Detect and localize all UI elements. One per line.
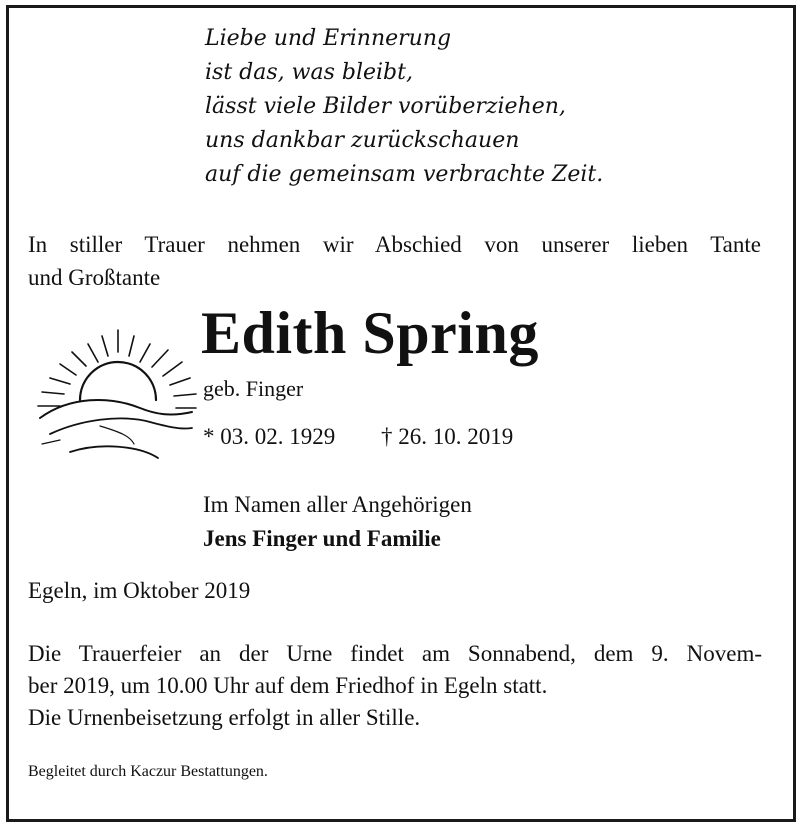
mourner-family: Jens Finger und Familie — [203, 526, 441, 551]
ceremony-info — [28, 638, 762, 734]
poem-line: ist das, was bleibt, — [205, 60, 413, 85]
behalf-text: Im Namen aller Angehörigen — [203, 492, 472, 517]
intro-line: In stiller Trauer nehmen wir Abschied von unserer lieben Tante — [28, 232, 761, 257]
poem-line: lässt viele Bilder vorüberziehen, — [205, 94, 566, 119]
poem-line: Liebe und Erinnerung — [205, 26, 452, 51]
maiden-name: geb. Finger — [203, 376, 304, 401]
place-date: Egeln, im Oktober 2019 — [28, 578, 251, 603]
memorial-poem — [205, 22, 603, 192]
funeral-home: Begleitet durch Kaczur Bestattungen. — [28, 763, 268, 780]
birth-date: * 03. 02. 1929 — [203, 424, 336, 449]
ceremony-line: Die Urnenbeisetzung erfolgt in aller Stille. — [28, 705, 421, 730]
ceremony-line: ber 2019, um 10.00 Uhr auf dem Friedhof in Egeln statt. — [28, 673, 548, 698]
sunset-over-hills-icon — [30, 322, 200, 472]
death-date: † 26. 10. 2019 — [381, 424, 514, 449]
poem-line: auf die gemeinsam verbrachte Zeit. — [205, 162, 604, 187]
poem-line: uns dankbar zurückschauen — [205, 128, 520, 153]
life-dates — [203, 424, 513, 450]
deceased-name: Edith Spring — [201, 300, 539, 366]
intro-text — [28, 228, 761, 294]
ceremony-line: Die Trauerfeier an der Urne findet am Sonnabend, dem 9. Novem- — [28, 641, 762, 666]
intro-line: und Großtante — [28, 265, 161, 290]
